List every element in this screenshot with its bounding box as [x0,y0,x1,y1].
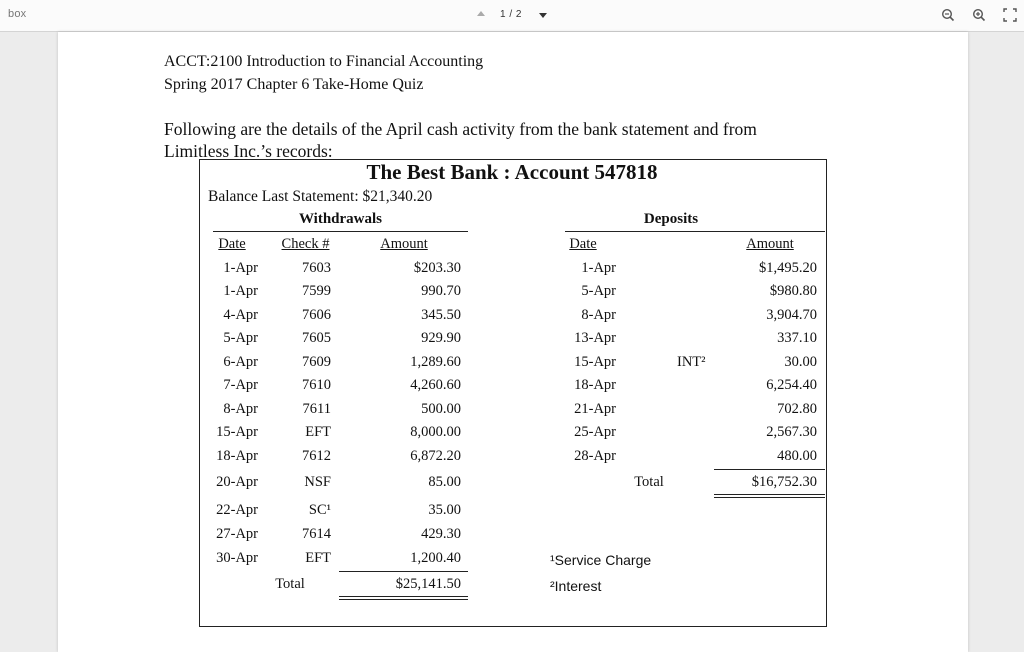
w-amount: 35.00 [428,502,461,518]
w-date: 27-Apr [216,526,258,542]
w-amount: 500.00 [421,401,461,417]
d-date: 21-Apr [574,401,616,417]
withdrawals-total-label: Total [275,576,305,592]
d-header-amount: Amount [746,236,794,252]
intro-text-line1: Following are the details of the April cash activity from the bank statement and from [164,119,757,139]
w-amount: 6,872.20 [410,448,461,464]
d-date: 13-Apr [574,330,616,346]
footnote-service-charge: ¹Service Charge [550,552,652,568]
w-date: 22-Apr [216,502,258,518]
d-date: 1-Apr [581,260,616,276]
page-indicator: 1 / 2 [500,9,522,20]
w-date: 18-Apr [216,448,258,464]
fullscreen-icon[interactable] [1003,8,1017,22]
w-amount: 1,289.60 [410,354,461,370]
w-header-check: Check # [281,236,330,252]
deposits-heading-rule [565,231,825,232]
w-date: 6-Apr [223,354,258,370]
w-check: 7606 [302,307,331,323]
box-logo[interactable]: box [8,8,27,20]
w-date: 8-Apr [223,401,258,417]
deposits-heading: Deposits [643,211,699,227]
w-check: 7610 [302,377,331,393]
w-header-amount: Amount [380,236,428,252]
intro-text-line2: Limitless Inc.’s records: [164,141,333,161]
course-title: ACCT:2100 Introduction to Financial Accounting [164,53,484,70]
zoom-in-icon[interactable] [972,8,986,22]
d-amount: 2,567.30 [766,424,817,440]
d-date: 15-Apr [574,354,616,370]
w-date: 4-Apr [223,307,258,323]
w-date: 5-Apr [223,330,258,346]
w-check: SC¹ [308,502,331,518]
w-check: 7605 [302,330,331,346]
w-amount: 929.90 [421,330,461,346]
d-amount: $980.80 [769,283,817,299]
w-amount: 990.70 [421,283,461,299]
bank-statement-title: The Best Bank : Account 547818 [366,160,658,184]
w-amount: 429.30 [421,526,461,542]
w-date: 20-Apr [216,474,258,490]
d-amount: 6,254.40 [766,377,817,393]
d-note: INT² [677,354,706,370]
withdrawals-double-rule-2 [339,599,468,600]
withdrawals-total-rule [339,571,468,572]
d-date: 18-Apr [574,377,616,393]
w-check: 7611 [302,401,331,417]
balance-last-statement: Balance Last Statement: $21,340.20 [208,188,433,205]
d-amount: 337.10 [777,330,817,346]
previous-page-icon[interactable] [477,11,485,16]
w-date: 1-Apr [223,260,258,276]
deposits-total-label: Total [634,474,664,490]
w-check: 7612 [302,448,331,464]
w-amount: 85.00 [428,474,461,490]
d-date: 28-Apr [574,448,616,464]
d-amount: 3,904.70 [766,307,817,323]
quiz-title: Spring 2017 Chapter 6 Take-Home Quiz [164,76,424,93]
footnote-interest: ²Interest [550,578,602,594]
deposits-total: $16,752.30 [751,474,817,490]
zoom-out-icon[interactable] [941,8,955,22]
d-amount: 480.00 [777,448,817,464]
d-amount: 30.00 [784,354,817,370]
w-check: 7609 [302,354,331,370]
page-navigator [477,8,557,24]
w-amount: 8,000.00 [410,424,461,440]
deposits-double-rule-2 [714,497,825,498]
w-check: NSF [304,474,331,490]
w-date: 7-Apr [223,377,258,393]
d-header-date: Date [569,236,597,252]
d-date: 5-Apr [581,283,616,299]
withdrawals-heading: Withdrawals [298,211,383,227]
d-amount: $1,495.20 [759,260,817,276]
withdrawals-double-rule-1 [339,596,468,597]
w-amount: 1,200.40 [410,550,461,566]
deposits-double-rule-1 [714,494,825,495]
w-amount: 345.50 [421,307,461,323]
w-date: 30-Apr [216,550,258,566]
w-date: 1-Apr [223,283,258,299]
w-check: 7603 [302,260,331,276]
next-page-icon[interactable] [539,13,547,18]
withdrawals-heading-rule [213,231,468,232]
d-date: 25-Apr [574,424,616,440]
deposits-total-rule [714,469,825,470]
d-date: 8-Apr [581,307,616,323]
withdrawals-total: $25,141.50 [395,576,461,592]
w-header-date: Date [218,236,246,252]
viewer-toolbar [0,0,1024,32]
w-check: 7614 [302,526,331,542]
w-check: EFT [305,550,331,566]
w-check: 7599 [302,283,331,299]
w-check: EFT [305,424,331,440]
w-date: 15-Apr [216,424,258,440]
d-amount: 702.80 [777,401,817,417]
w-amount: 4,260.60 [410,377,461,393]
w-amount: $203.30 [413,260,461,276]
